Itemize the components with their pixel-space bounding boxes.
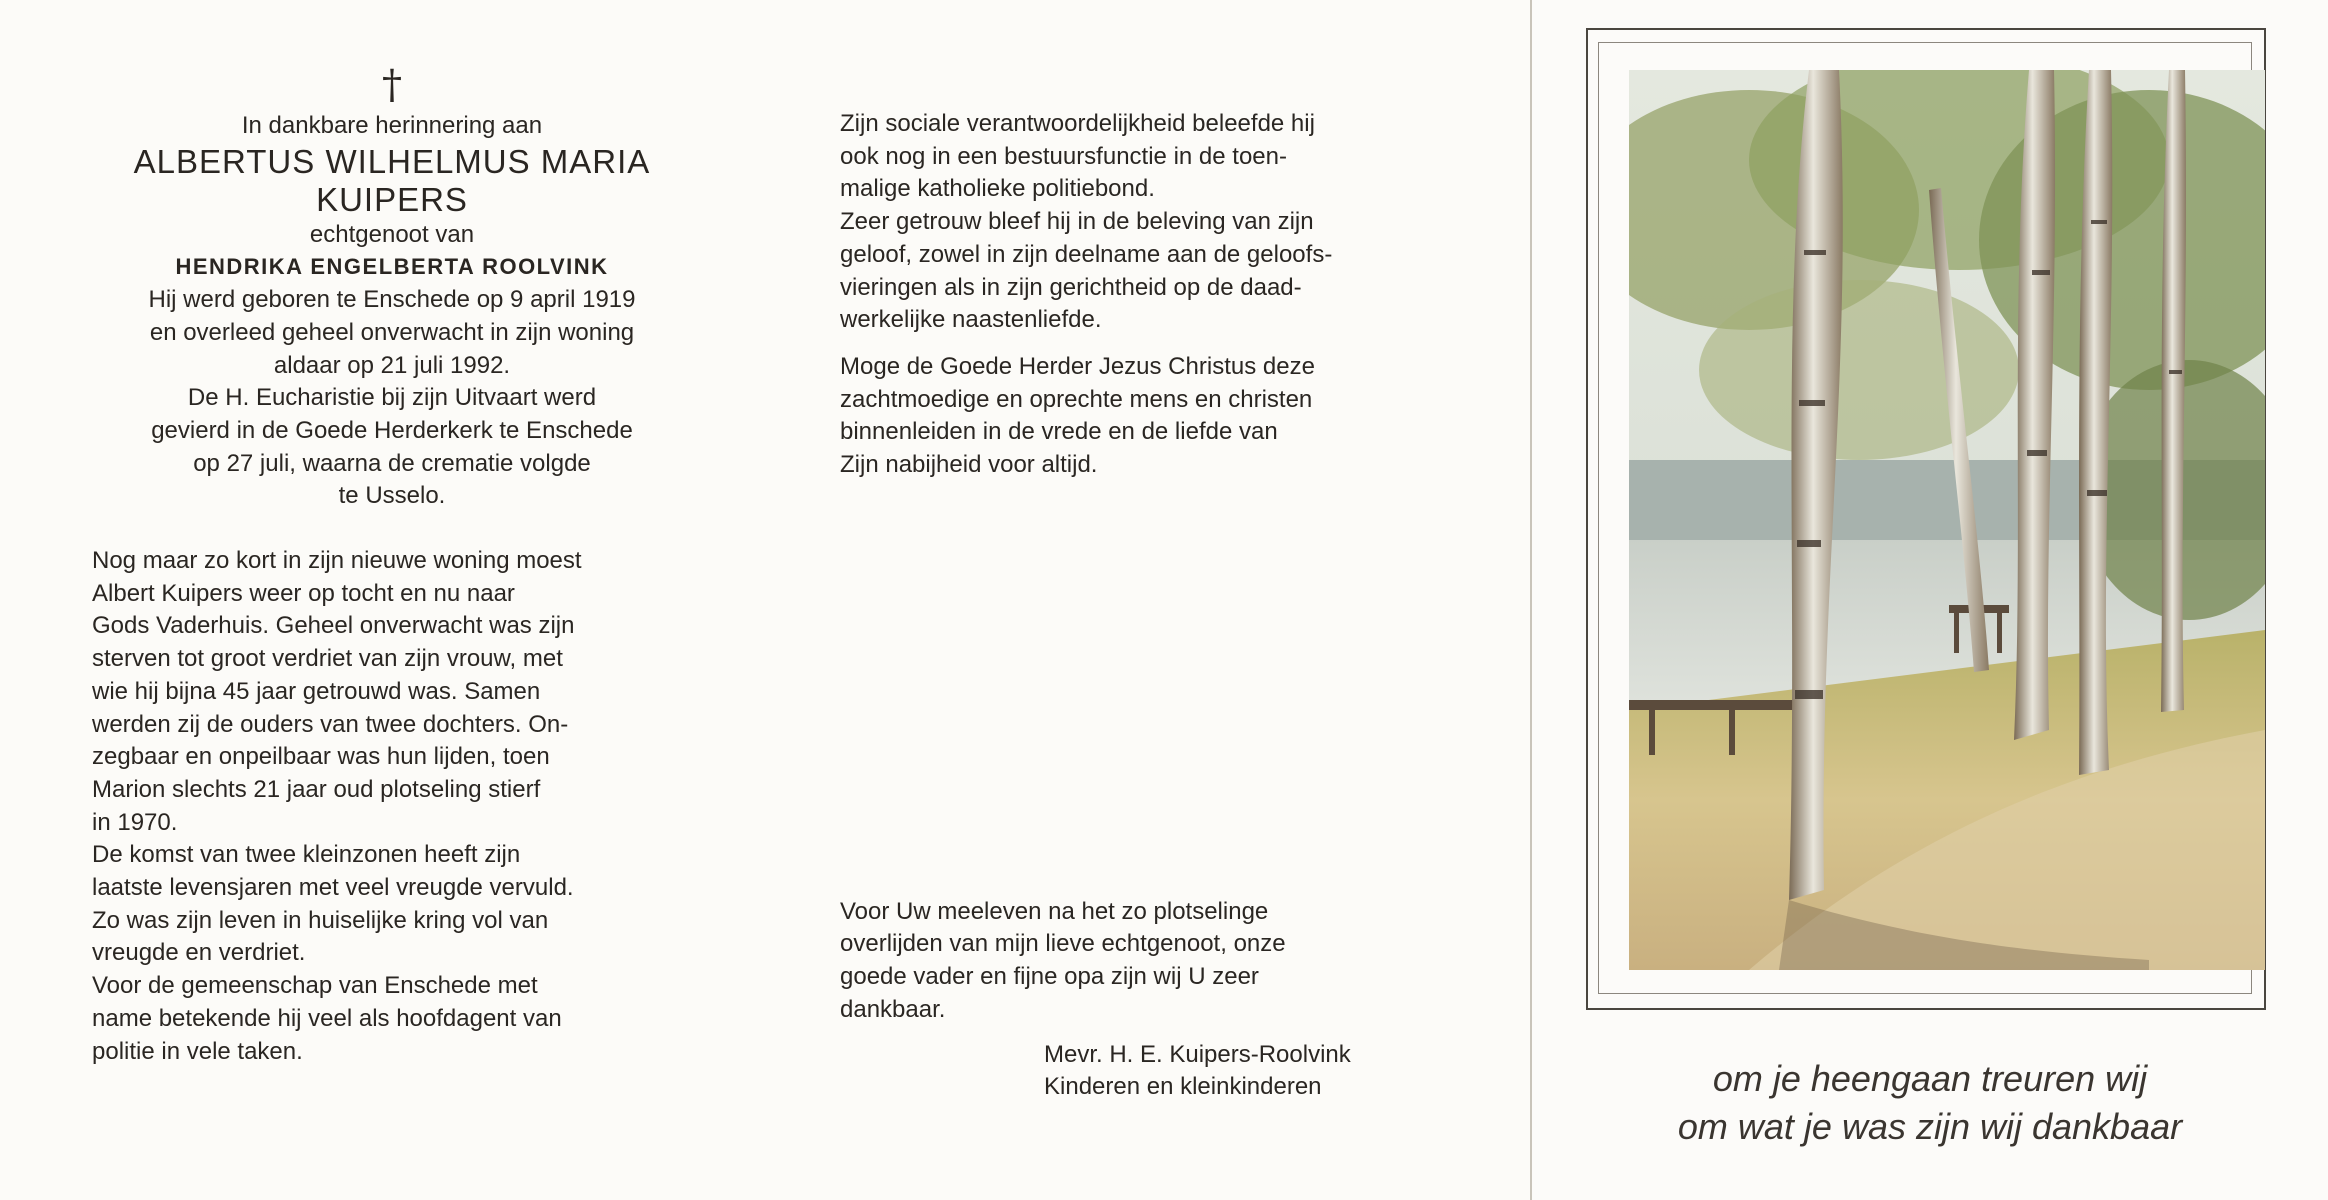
text-column-right: [840, 108, 1440, 1104]
paragraph-line: Zijn nabijheid voor altijd.: [840, 451, 1098, 479]
cross-symbol: †: [382, 62, 402, 108]
closing-verse: [1552, 1055, 2308, 1151]
bio-line: en overleed geheel onverwacht in zijn woning: [149, 318, 635, 346]
story-line: politie in vele taken.: [92, 1037, 303, 1065]
deceased-name-line1: ALBERTUS WILHELMUS MARIA: [133, 142, 651, 180]
text-column-left: [92, 60, 692, 1068]
story-line: Nog maar zo kort in zijn nieuwe woning moest: [92, 547, 582, 575]
story-line: name betekende hij veel als hoofdagent van: [92, 1004, 562, 1032]
story-line: werden zij de ouders van twee dochters. On-: [92, 710, 569, 738]
spouse-name: HENDRIKA ENGELBERTA ROOLVINK: [175, 254, 609, 280]
story-line: Zo was zijn leven in huiselijke kring vol van: [92, 906, 549, 934]
paragraph-line: overlijden van mijn lieve echtgenoot, onze: [840, 930, 1286, 958]
paragraph-line: Voor Uw meeleven na het zo plotselinge: [840, 897, 1269, 925]
verse-line: om je heengaan treuren wij: [1712, 1058, 2148, 1099]
verse-line: om wat je was zijn wij dankbaar: [1677, 1106, 2183, 1147]
prayer-paragraph: [840, 351, 1440, 482]
paragraph-line: goede vader en fijne opa zijn wij U zeer: [840, 963, 1259, 991]
social-paragraph: [840, 108, 1440, 337]
paragraph-line: Zeer getrouw bleef hij in de beleving van zijn: [840, 208, 1314, 236]
bio-line: te Usselo.: [338, 482, 446, 510]
story-line: in 1970.: [92, 808, 178, 836]
birch-lake-photo: [1629, 70, 2265, 970]
bio-line: op 27 juli, waarna de crematie volgde: [193, 449, 591, 477]
story-line: Voor de gemeenschap van Enschede met: [92, 972, 538, 1000]
story-line: De komst van twee kleinzonen heeft zijn: [92, 841, 521, 869]
paragraph-line: binnenleiden in de vrede en de liefde van: [840, 418, 1278, 446]
paragraph-line: Zijn sociale verantwoordelijkheid beleefde hij: [840, 110, 1315, 137]
paragraph-line: werkelijke naastenliefde.: [840, 306, 1102, 334]
spouse-label: echtgenoot van: [309, 220, 475, 248]
paragraph-line: dankbaar.: [840, 995, 946, 1023]
paragraph-line: zachtmoedige en oprechte mens en christen: [840, 385, 1313, 413]
bio-line: Hij werd geboren te Enschede op 9 april 1919: [148, 286, 636, 314]
bio-line: aldaar op 21 juli 1992.: [273, 351, 511, 379]
bio-line: De H. Eucharistie bij zijn Uitvaart werd: [187, 384, 597, 412]
intro-line: In dankbare herinnering aan: [241, 112, 543, 139]
deceased-name-line2: KUIPERS: [316, 180, 468, 218]
paragraph-line: vieringen als in zijn gerichtheid op de daad-: [840, 273, 1302, 301]
story-line: Albert Kuipers weer op tocht en nu naar: [92, 579, 515, 607]
paragraph-line: geloof, zowel in zijn deelname aan de geloofs-: [840, 240, 1333, 268]
story-paragraph: [92, 545, 692, 1068]
paragraph-line: ook nog in een bestuursfunctie in de toen-: [840, 142, 1287, 170]
paragraph-line: Moge de Goede Herder Jezus Christus deze: [840, 352, 1315, 380]
signature-name: Mevr. H. E. Kuipers-Roolvink: [1044, 1040, 1351, 1068]
bio-paragraph: [92, 284, 692, 513]
thanks-paragraph: [840, 896, 1440, 1027]
story-line: Marion slechts 21 jaar oud plotseling stierf: [92, 775, 541, 803]
paragraph-line: malige katholieke politiebond.: [840, 175, 1155, 203]
card-cover-page: [1532, 0, 2328, 1200]
story-line: Gods Vaderhuis. Geheel onverwacht was zijn: [92, 612, 575, 640]
story-line: vreugde en verdriet.: [92, 939, 306, 967]
story-line: zegbaar en onpeilbaar was hun lijden, toen: [92, 743, 550, 771]
bio-line: gevierd in de Goede Herderkerk te Enschede: [151, 416, 633, 444]
story-line: sterven tot groot verdriet van zijn vrouw, met: [92, 645, 563, 673]
story-line: wie hij bijna 45 jaar getrouwd was. Samen: [92, 677, 541, 705]
story-line: laatste levensjaren met veel vreugde vervuld.: [92, 874, 574, 902]
signature-family: Kinderen en kleinkinderen: [1044, 1073, 1322, 1101]
